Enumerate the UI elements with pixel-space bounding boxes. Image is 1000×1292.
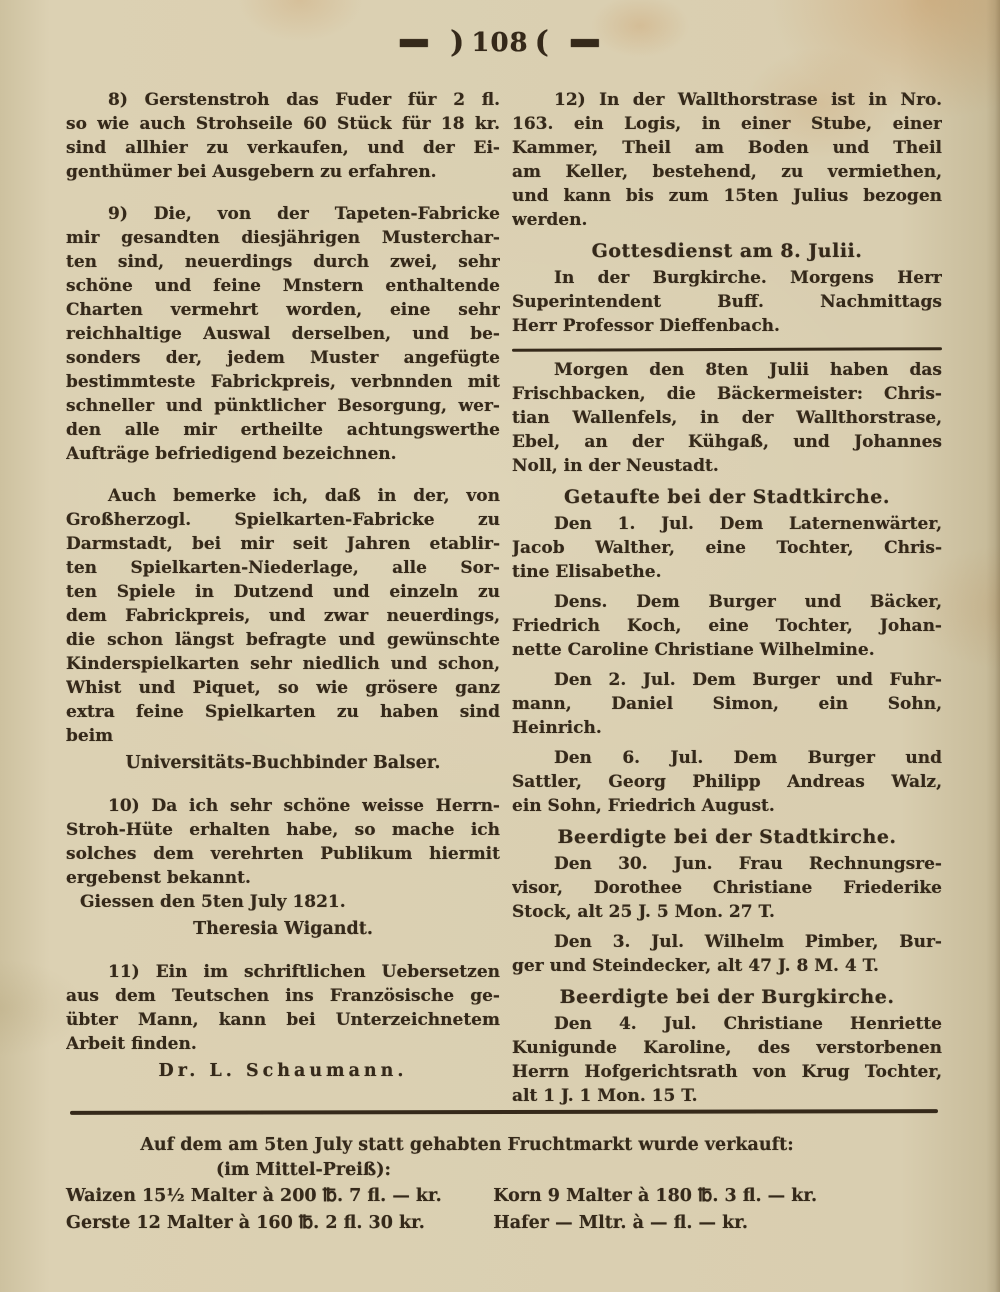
signature-line: Theresia Wigandt. bbox=[193, 919, 373, 939]
text-line: reichhaltige Auswal derselben, und be- bbox=[66, 324, 500, 344]
text-line: Heinrich. bbox=[512, 718, 602, 738]
paragraph bbox=[66, 202, 500, 466]
text-line: schöne und feine Mnstern enthaltende bbox=[66, 276, 500, 296]
market-intro-line: Auf dem am 5ten July statt gehabten Fruchtmarkt wurde verkauft: bbox=[140, 1135, 794, 1155]
text-line: Stroh-Hüte erhalten habe, so mache ich bbox=[66, 820, 500, 840]
text-line: bestimmteste Fabrickpreis, verbnnden mit bbox=[66, 372, 500, 392]
text-line: Den 30. Jun. Frau Rechnungsre- bbox=[554, 854, 942, 874]
text-line: sonders der, jedem Muster angefügte bbox=[66, 348, 500, 368]
text-line: aus dem Teutschen ins Französische ge- bbox=[66, 986, 500, 1006]
text-line: Darmstadt, bei mir seit Jahren etablir- bbox=[66, 534, 500, 554]
header-open-bracket: ) bbox=[450, 25, 466, 60]
text-line: Charten vermehrt worden, eine sehr bbox=[66, 300, 500, 320]
text-line: Arbeit finden. bbox=[66, 1034, 197, 1054]
text-line: 12) In der Wallthorstrase ist in Nro. bbox=[554, 90, 942, 110]
text-line: Herrn Hofgerichtsrath von Krug Tochter, bbox=[512, 1062, 942, 1082]
text-line: Stock, alt 25 J. 5 Mon. 27 T. bbox=[512, 902, 775, 922]
paragraph bbox=[512, 590, 942, 662]
text-line: 11) Ein im schriftlichen Uebersetzen bbox=[108, 962, 500, 982]
signature-line: Universitäts-Buchbinder Balser. bbox=[125, 753, 441, 773]
market-sub-line: (im Mittel-Preiß): bbox=[216, 1160, 391, 1180]
text-line: 10) Da ich sehr schöne weisse Herrn- bbox=[108, 796, 500, 816]
text-line: Noll, in der Neustadt. bbox=[512, 456, 719, 476]
paragraph bbox=[512, 358, 942, 478]
text-line: Whist und Piquet, so wie grösere ganz bbox=[66, 678, 500, 698]
text-line: Dens. Dem Burger und Bäcker, bbox=[554, 592, 942, 612]
text-line: ergebenst bekannt. bbox=[66, 868, 251, 888]
text-line: beim bbox=[66, 726, 114, 746]
price-korn: Korn 9 Malter à 180 ℔. 3 fl. — kr. bbox=[493, 1186, 818, 1206]
price-waizen: Waizen 15½ Malter à 200 ℔. 7 fl. — kr. bbox=[66, 1186, 442, 1206]
text-line: Giessen den 5ten July 1821. bbox=[80, 892, 346, 912]
paragraph bbox=[512, 88, 942, 232]
header-close-bracket: ( bbox=[534, 25, 550, 60]
paragraph bbox=[512, 266, 942, 338]
text-line: Frischbacken, die Bäckermeister: Chris- bbox=[512, 384, 942, 404]
text-line: so wie auch Strohseile 60 Stück für 18 kr. bbox=[66, 114, 500, 134]
text-line: 9) Die, von der Tapeten-Fabricke bbox=[108, 204, 500, 224]
text-line: ten sind, neuerdings durch zwei, sehr bbox=[66, 252, 500, 272]
text-line: ten Spiele in Dutzend und einzeln zu bbox=[66, 582, 500, 602]
text-line: Morgen den 8ten Julii haben das bbox=[554, 360, 942, 380]
text-line: Kunigunde Karoline, des verstorbenen bbox=[512, 1038, 942, 1058]
text-line: nette Caroline Christiane Wilhelmine. bbox=[512, 640, 875, 660]
section-heading: Beerdigte bei der Stadtkirche. bbox=[557, 826, 897, 848]
header-dash-right-icon: — bbox=[569, 1, 602, 79]
text-line: Friedrich Koch, eine Tochter, Johan- bbox=[512, 616, 942, 636]
market-price-row bbox=[66, 1210, 938, 1237]
text-line: In der Burgkirche. Morgens Herr bbox=[554, 268, 942, 288]
text-line: extra feine Spielkarten zu haben sind bbox=[66, 702, 500, 722]
text-line: schneller und pünktlicher Besorgung, wer- bbox=[66, 396, 500, 416]
text-line: Kinderspielkarten sehr niedlich und schon, bbox=[66, 654, 500, 674]
text-line: Den 3. Jul. Wilhelm Pimber, Bur- bbox=[554, 932, 942, 952]
paragraph bbox=[512, 1012, 942, 1108]
text-line: Aufträge befriedigend bezeichnen. bbox=[66, 444, 397, 464]
text-line: Den 1. Jul. Dem Laternenwärter, bbox=[554, 514, 942, 534]
market-price-row bbox=[66, 1183, 938, 1210]
paragraph bbox=[512, 746, 942, 818]
text-line: Jacob Walther, eine Tochter, Chris- bbox=[512, 538, 942, 558]
text-line: alt 1 J. 1 Mon. 15 T. bbox=[512, 1086, 698, 1106]
text-line: mann, Daniel Simon, ein Sohn, bbox=[512, 694, 942, 714]
text-line: dem Fabrickpreis, und zwar neuerdings, bbox=[66, 606, 500, 626]
signature-line: Dr. L. Schaumann. bbox=[158, 1061, 408, 1081]
paragraph bbox=[66, 794, 500, 890]
text-line: Kammer, Theil am Boden und Theil bbox=[512, 138, 942, 158]
paragraph bbox=[66, 890, 500, 914]
text-line: und kann bis zum 15ten Julius bezogen bbox=[512, 186, 942, 206]
text-line: ein Sohn, Friedrich August. bbox=[512, 796, 775, 816]
page-number-header bbox=[0, 1, 1000, 79]
text-line: Den 4. Jul. Christiane Henriette bbox=[554, 1014, 942, 1034]
text-line: Ebel, an der Kühgaß, und Johannes bbox=[512, 432, 942, 452]
text-line: genthümer bei Ausgebern zu erfahren. bbox=[66, 162, 437, 182]
text-line: Superintendent Buff. Nachmittags bbox=[512, 292, 942, 312]
text-line: sind allhier zu verkaufen, und der Ei- bbox=[66, 138, 500, 158]
text-line: den alle mir ertheilte achtungswerthe bbox=[66, 420, 500, 440]
left-column bbox=[66, 88, 500, 1084]
text-line: ger und Steindecker, alt 47 J. 8 M. 4 T. bbox=[512, 956, 879, 976]
text-line: 8) Gerstenstroh das Fuder für 2 fl. bbox=[108, 90, 500, 110]
paragraph bbox=[66, 88, 500, 184]
text-line: Den 6. Jul. Dem Burger und bbox=[554, 748, 942, 768]
text-line: Den 2. Jul. Dem Burger und Fuhr- bbox=[554, 670, 942, 690]
text-line: die schon längst befragte und gewünschte bbox=[66, 630, 500, 650]
text-line: tian Wallenfels, in der Wallthorstrase, bbox=[512, 408, 942, 428]
text-line: am Keller, bestehend, zu vermiethen, bbox=[512, 162, 942, 182]
text-line: tine Elisabethe. bbox=[512, 562, 662, 582]
header-dash-left-icon: — bbox=[398, 1, 431, 79]
text-line: mir gesandten diesjährigen Musterchar- bbox=[66, 228, 500, 248]
text-line: solches dem verehrten Publikum hiermit bbox=[66, 844, 500, 864]
paragraph bbox=[512, 668, 942, 740]
text-line: Sattler, Georg Philipp Andreas Walz, bbox=[512, 772, 942, 792]
paragraph bbox=[66, 484, 500, 748]
text-line: werden. bbox=[512, 210, 588, 230]
right-column bbox=[512, 88, 942, 1108]
text-line: Auch bemerke ich, daß in der, von bbox=[108, 486, 500, 506]
section-heading: Gottesdienst am 8. Julii. bbox=[591, 240, 863, 262]
text-line: Großherzogl. Spielkarten-Fabricke zu bbox=[66, 510, 500, 530]
fruit-market-report bbox=[66, 1132, 938, 1237]
text-line: 163. ein Logis, in einer Stube, einer bbox=[512, 114, 942, 134]
price-hafer: Hafer — Mltr. à — fl. — kr. bbox=[493, 1213, 748, 1233]
price-gerste: Gerste 12 Malter à 160 ℔. 2 fl. 30 kr. bbox=[66, 1213, 425, 1233]
paragraph bbox=[66, 960, 500, 1056]
text-line: ten Spielkarten-Niederlage, alle Sor- bbox=[66, 558, 500, 578]
paragraph bbox=[512, 852, 942, 924]
text-line: visor, Dorothee Christiane Friederike bbox=[512, 878, 942, 898]
paragraph bbox=[512, 930, 942, 978]
column-divider bbox=[512, 347, 942, 352]
text-line: Herr Professor Dieffenbach. bbox=[512, 316, 780, 336]
section-heading: Beerdigte bei der Burgkirche. bbox=[559, 986, 895, 1008]
paragraph bbox=[512, 512, 942, 584]
section-heading: Getaufte bei der Stadtkirche. bbox=[564, 486, 890, 508]
page-number: 108 bbox=[471, 28, 529, 58]
text-line: übter Mann, kann bei Unterzeichnetem bbox=[66, 1010, 500, 1030]
footer-divider bbox=[70, 1109, 938, 1114]
